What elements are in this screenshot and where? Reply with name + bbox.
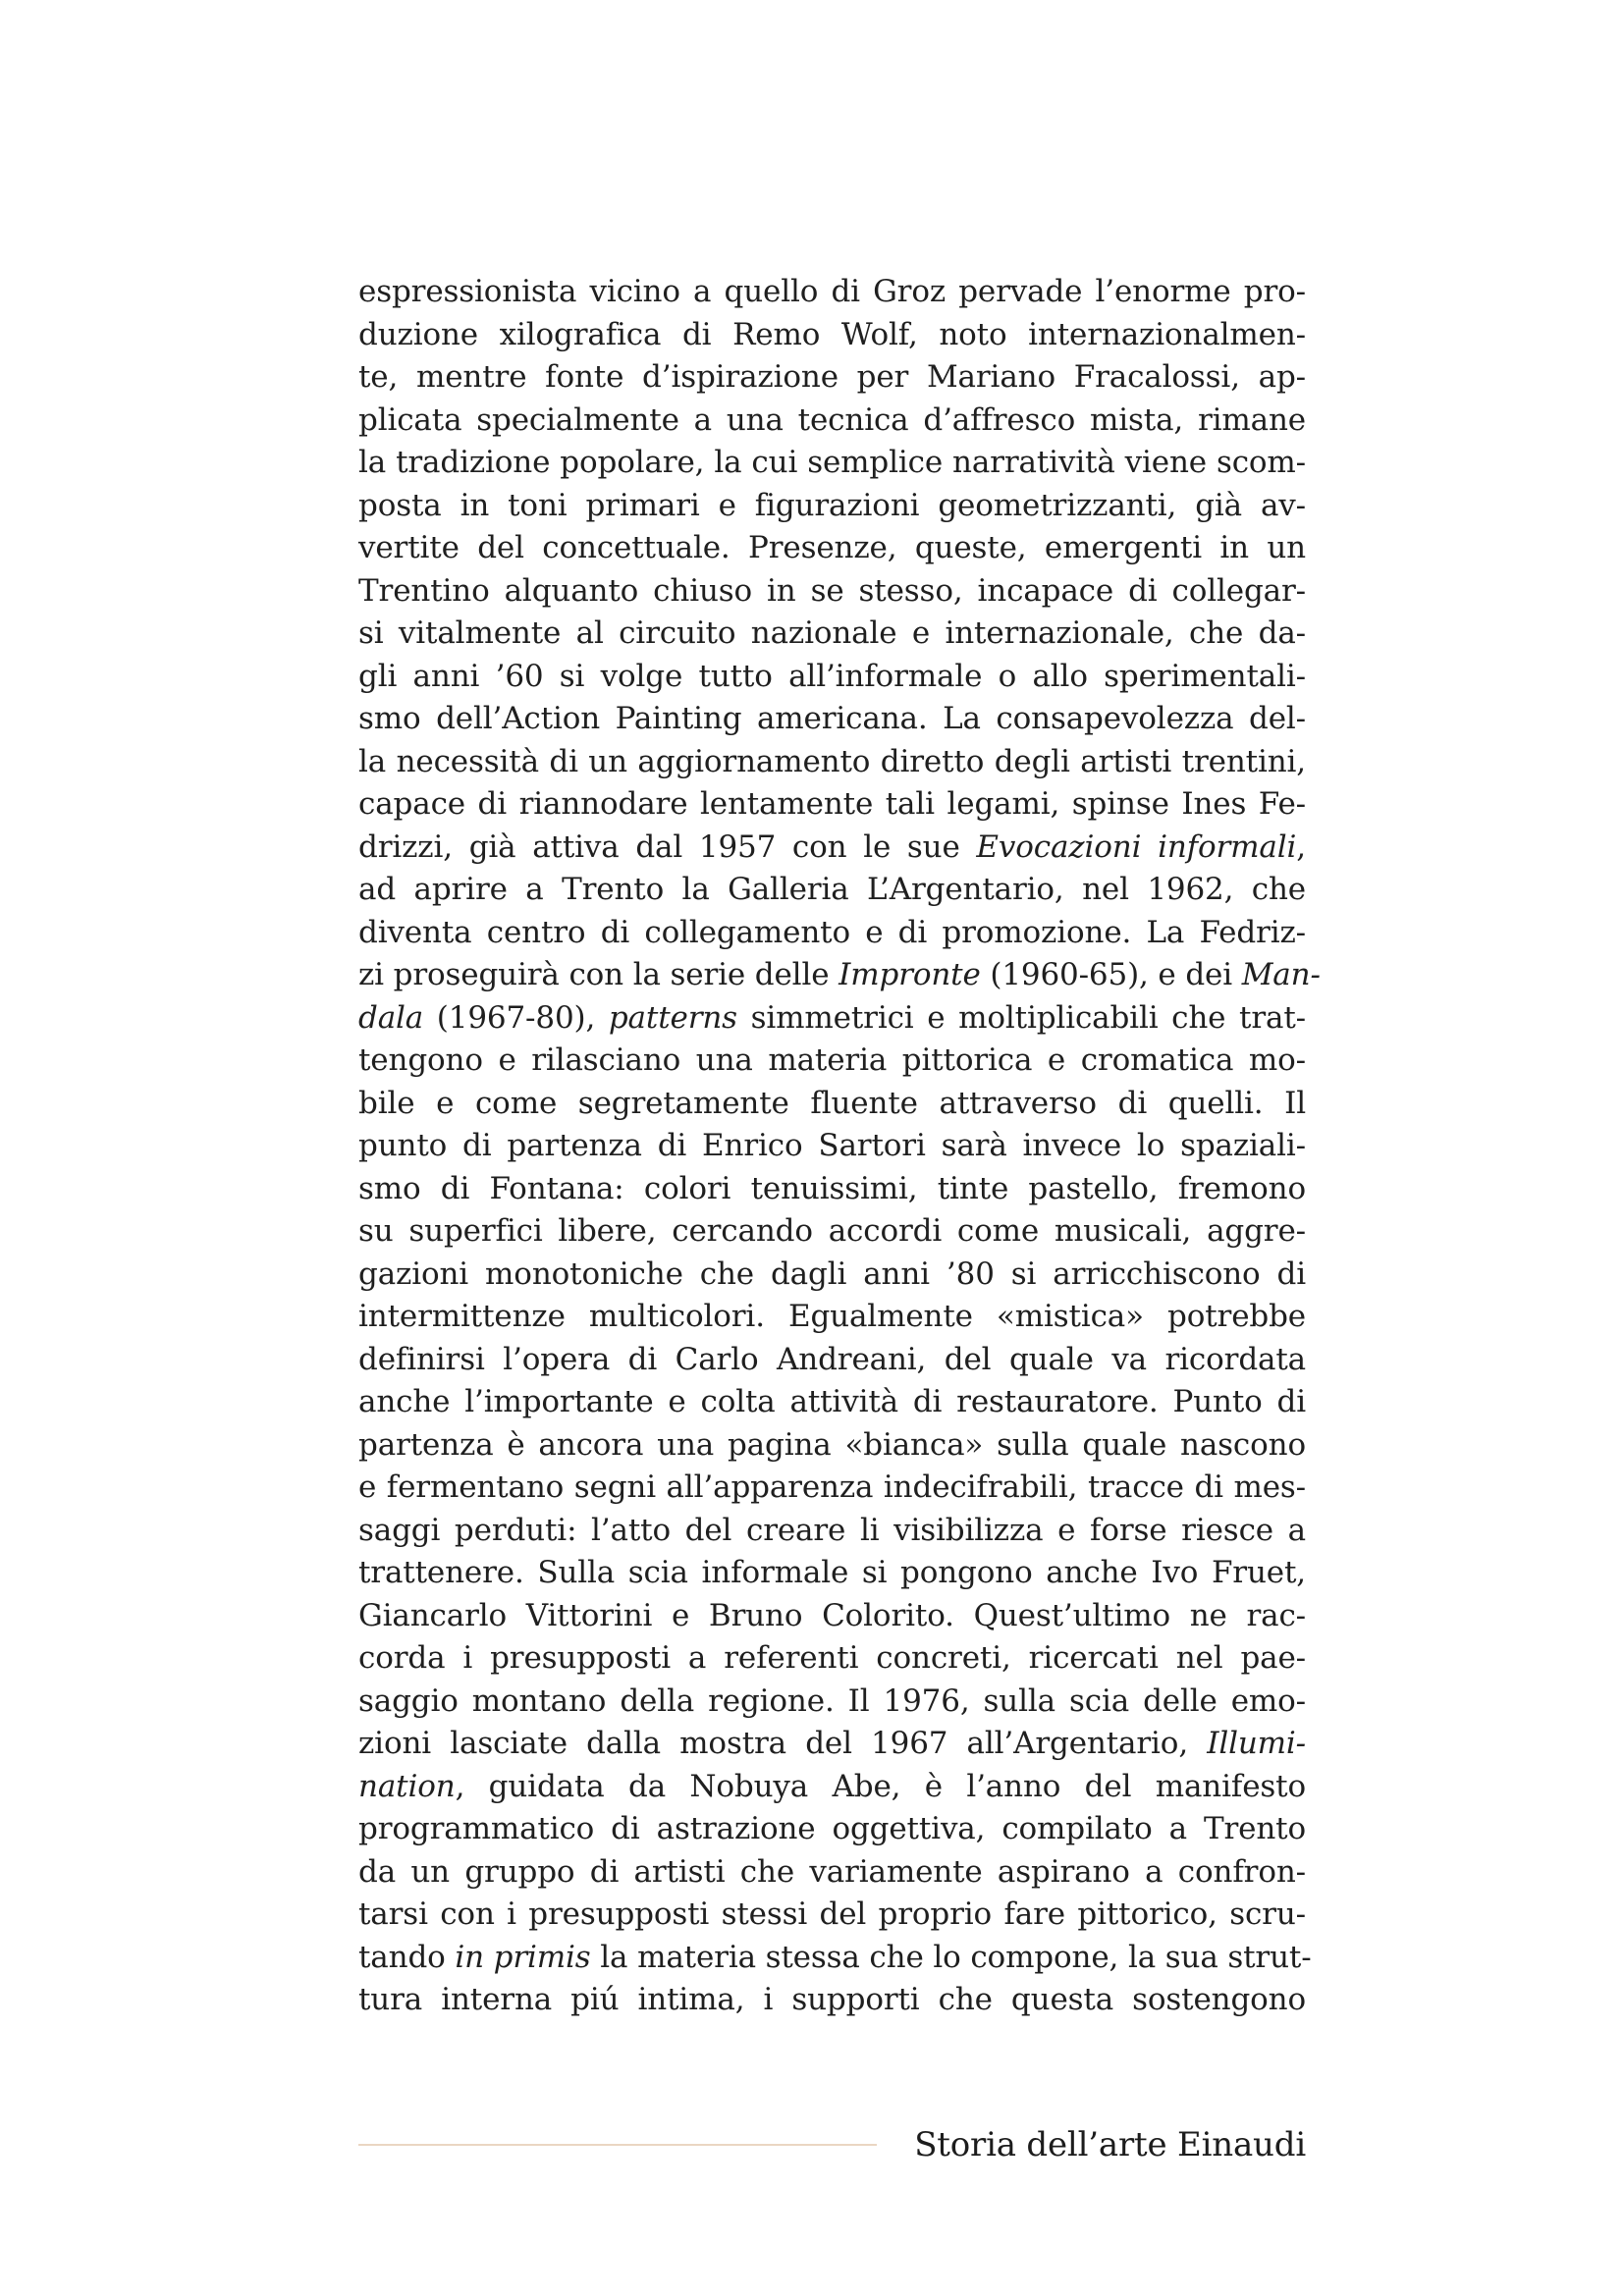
text-line	[358, 1595, 1306, 1638]
text-line	[358, 314, 1306, 357]
text-run: la necessità di un aggiornamento diretto degli artisti trentini,	[358, 743, 1306, 779]
italic-text: Evocazioni informali	[976, 828, 1297, 865]
italic-text: dala	[358, 999, 424, 1036]
text-run: corda i presupposti a referenti concreti, ricercati nel pae-	[358, 1640, 1306, 1676]
text-run: tura interna piú intima, i supporti che questa sostengono	[358, 1982, 1306, 2017]
text-run: smo di Fontana: colori tenuissimi, tinte pastello, fremono	[358, 1170, 1306, 1206]
text-line	[358, 356, 1306, 400]
text-line	[358, 1040, 1306, 1083]
text-run: smo dell’Action Painting americana. La consapevolezza del-	[358, 701, 1306, 736]
text-run: vertite del concettuale. Presenze, queste, emergenti in un	[358, 530, 1306, 565]
text-run: programmatico di astrazione oggettiva, compilato a Trento	[358, 1811, 1306, 1846]
text-run: zioni lasciate dalla mostra del 1967 all’Argentario,	[358, 1726, 1208, 1761]
italic-text: Illumi-	[1207, 1726, 1306, 1761]
text-run: la materia stessa che lo compone, la sua strut-	[590, 1939, 1312, 1975]
text-run: espressionista vicino a quello di Groz pervade l’enorme pro-	[358, 274, 1306, 309]
text-run: punto di partenza di Enrico Sartori sarà invece lo spaziali-	[358, 1128, 1306, 1163]
text-line	[358, 1937, 1312, 1980]
italic-text: nation	[358, 1768, 456, 1804]
text-run: intermittenze multicolori. Egualmente «mistica» potrebbe	[358, 1299, 1306, 1334]
text-line	[358, 1254, 1306, 1297]
text-run: gazioni monotoniche che dagli anni ’80 si arricchiscono di	[358, 1255, 1306, 1292]
text-line	[358, 1681, 1306, 1724]
text-line	[358, 698, 1306, 741]
text-run: definirsi l’opera di Carlo Andreani, del quale va ricordata	[358, 1341, 1306, 1377]
text-line	[358, 1210, 1306, 1254]
text-line	[358, 1339, 1306, 1382]
italic-text: Impronte	[839, 957, 981, 992]
text-run: (1960-65), e dei	[980, 957, 1242, 992]
text-run: saggi perduti: l’atto del creare li visibilizza e forse riesce a	[358, 1512, 1306, 1548]
text-run: tarsi con i presupposti stessi del proprio fare pittorico, scru-	[358, 1896, 1306, 1932]
text-run: e fermentano segni all’apparenza indecifrabili, tracce di mes-	[358, 1469, 1306, 1505]
text-run: duzione xilografica di Remo Wolf, noto internazionalmen-	[358, 316, 1306, 352]
text-run: bile e come segretamente fluente attraverso di quelli. Il	[358, 1085, 1306, 1121]
text-run: si vitalmente al circuito nazionale e internazionale, che da-	[358, 615, 1306, 651]
text-line	[358, 527, 1306, 570]
footer-rule	[358, 2144, 877, 2146]
text-run: Giancarlo Vittorini e Bruno Colorito. Quest’ultimo ne rac-	[358, 1597, 1306, 1633]
text-line	[358, 827, 1306, 870]
text-run: saggio montano della regione. Il 1976, sulla scia delle emo-	[358, 1682, 1306, 1719]
text-line	[358, 1296, 1306, 1339]
text-line	[358, 954, 1321, 997]
text-line	[358, 1552, 1306, 1595]
text-line	[358, 1125, 1306, 1168]
text-run: ad aprire a Trento la Galleria L’Argentario, nel 1962, che	[358, 872, 1306, 907]
text-run: simmetrici e moltiplicabili che trat-	[736, 999, 1306, 1036]
text-line	[358, 271, 1306, 314]
text-run: da un gruppo di artisti che variamente aspirano a confron-	[358, 1853, 1306, 1890]
text-line	[358, 1979, 1306, 2022]
text-run: la tradizione popolare, la cui semplice narratività viene scom-	[358, 445, 1306, 480]
text-line	[358, 1723, 1306, 1766]
text-line	[358, 1083, 1306, 1126]
text-line	[358, 442, 1306, 485]
text-run: diventa centro di collegamento e di promozione. La Fedriz-	[358, 914, 1306, 950]
text-line	[358, 1424, 1306, 1468]
italic-text: Man-	[1241, 957, 1321, 992]
italic-text: patterns	[608, 999, 737, 1036]
text-run: gli anni ’60 si volge tutto all’informale o allo sperimentali-	[358, 658, 1306, 694]
text-run: su superfici libere, cercando accordi come musicali, aggre-	[358, 1213, 1306, 1249]
text-line	[358, 485, 1306, 528]
text-run: plicata specialmente a una tecnica d’affresco mista, rimane	[358, 401, 1306, 438]
text-run: anche l’importante e colta attività di restauratore. Punto di	[358, 1384, 1306, 1419]
text-run: tengono e rilasciano una materia pittorica e cromatica mo-	[358, 1042, 1306, 1078]
text-line	[358, 1510, 1306, 1553]
text-run: , guidata da Nobuya Abe, è l’anno del manifesto	[455, 1768, 1306, 1804]
text-line	[358, 1168, 1306, 1211]
text-run: zi proseguirà con la serie delle	[358, 957, 839, 992]
text-line	[358, 1808, 1306, 1851]
text-line	[358, 570, 1306, 614]
text-run: posta in toni primari e figurazioni geometrizzanti, già av-	[358, 487, 1306, 523]
text-line	[358, 400, 1306, 443]
text-run: Trentino alquanto chiuso in se stesso, incapace di collegar-	[358, 572, 1306, 609]
text-line	[358, 997, 1306, 1041]
text-run: trattenere. Sulla scia informale si pongono anche Ivo Fruet,	[358, 1555, 1306, 1590]
text-line	[358, 1637, 1306, 1681]
text-line	[358, 1381, 1306, 1424]
body-text	[358, 271, 1321, 2022]
footer-title: Storia dell’arte Einaudi	[914, 2125, 1306, 2164]
text-line	[358, 1894, 1306, 1937]
text-run: drizzi, già attiva dal 1957 con le sue	[358, 828, 977, 865]
text-line	[358, 869, 1306, 912]
text-line	[358, 613, 1306, 656]
text-run: ,	[1296, 828, 1306, 865]
text-run: (1967-80),	[423, 999, 609, 1036]
text-line	[358, 741, 1306, 784]
text-line	[358, 1851, 1306, 1895]
text-line	[358, 1766, 1306, 1809]
text-run: capace di riannodare lentamente tali legami, spinse Ines Fe-	[358, 786, 1306, 822]
italic-text: in primis	[455, 1939, 591, 1975]
text-run: partenza è ancora una pagina «bianca» sulla quale nascono	[358, 1426, 1306, 1463]
text-run: tando	[358, 1939, 456, 1975]
text-line	[358, 912, 1306, 955]
text-run: te, mentre fonte d’ispirazione per Mariano Fracalossi, ap-	[358, 359, 1306, 395]
page-footer	[358, 2120, 1306, 2169]
text-line	[358, 656, 1306, 699]
text-line	[358, 1467, 1306, 1510]
text-line	[358, 783, 1306, 827]
